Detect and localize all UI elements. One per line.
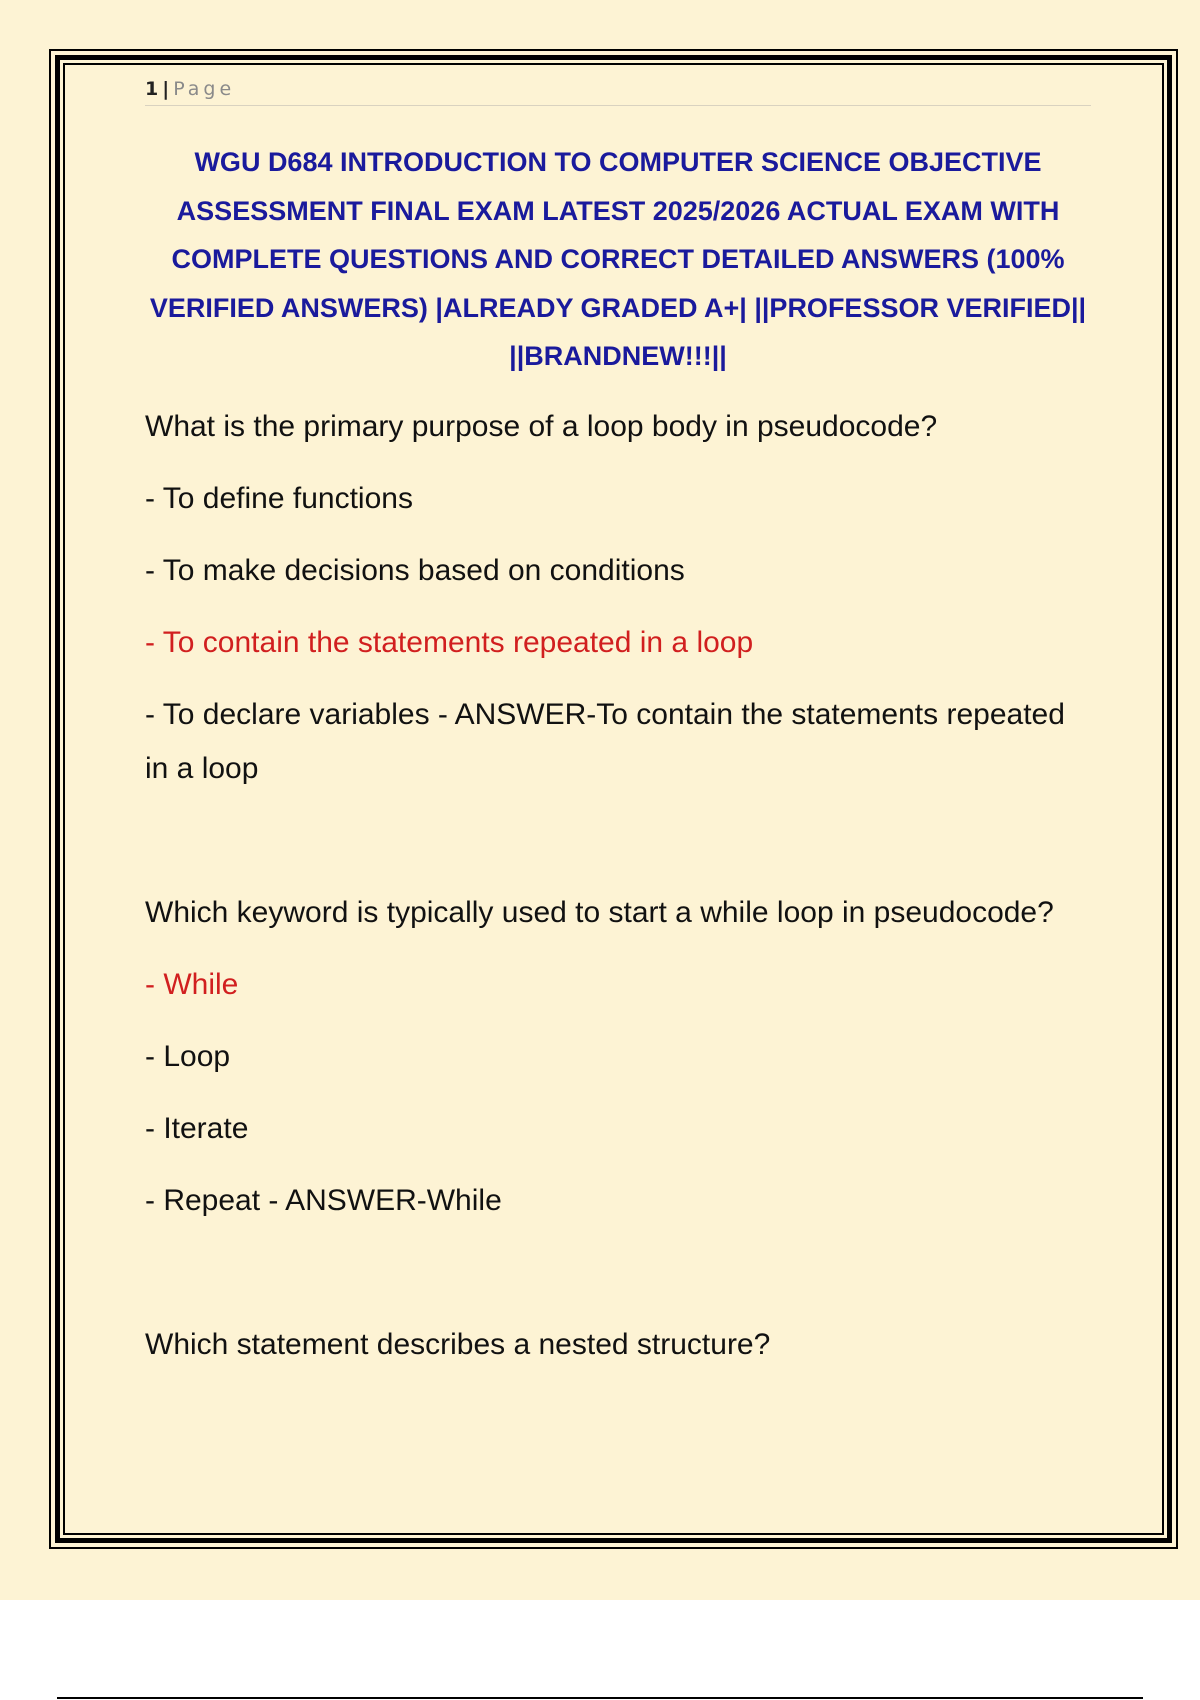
correct-answer-option: - To contain the statements repeated in a loop xyxy=(145,626,754,659)
answer-option: - Loop xyxy=(145,1040,231,1073)
question-text: What is the primary purpose of a loop body in pseudocode? xyxy=(145,410,938,443)
footer-divider xyxy=(57,1697,1143,1699)
question-list xyxy=(145,400,1085,1372)
page-header xyxy=(145,72,1091,106)
answer-option: - Repeat - ANSWER-While xyxy=(145,1184,502,1217)
document-title: WGU D684 INTRODUCTION TO COMPUTER SCIENCE OBJECTIVE ASSESSMENT FINAL EXAM LATEST 2025/2026 ACTUAL EXAM WITH COMPLETE QUESTIONS AND CORRECT DETAILED ANSWERS (100% VERIFIED ANSWERS) |ALREADY GRADED A+| ||PROFESSOR VERIFIED|| ||BRANDNEW!!!|| xyxy=(149,147,1087,371)
answer-option: - To make decisions based on conditions xyxy=(145,554,685,587)
answer-option: - To declare variables - ANSWER-To contain the statements repeated in a loop xyxy=(145,698,1065,785)
page-label: Page xyxy=(173,78,236,100)
answer-option: - Iterate xyxy=(145,1112,249,1145)
page-number: 1 xyxy=(145,78,159,100)
correct-answer-option: - While xyxy=(145,968,239,1001)
question-text: Which keyword is typically used to start a while loop in pseudocode? xyxy=(145,896,1054,929)
answer-option: - To define functions xyxy=(145,482,413,515)
question-text: Which statement describes a nested structure? xyxy=(145,1328,771,1361)
page-separator: | xyxy=(162,78,170,100)
